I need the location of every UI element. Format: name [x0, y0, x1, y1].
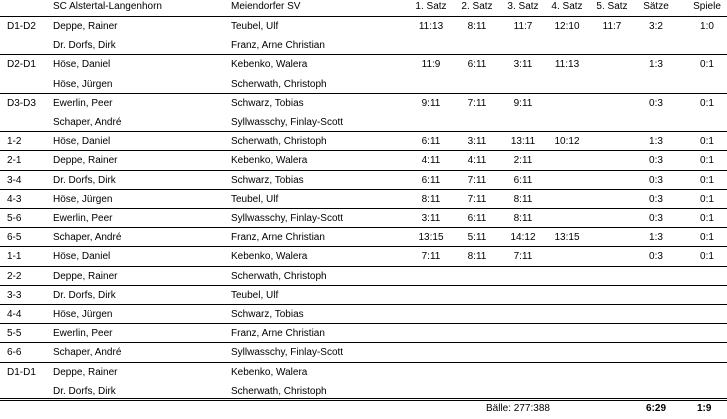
set-5-score: [589, 55, 635, 74]
table-row: [0, 247, 727, 266]
set-1-score: [408, 343, 454, 362]
table-row: [0, 209, 727, 228]
set-5-score: [589, 171, 635, 190]
match-code: D2-D1: [7, 59, 36, 71]
home-player: Höse, Jürgen: [53, 309, 113, 320]
guest-player: Teubel, Ulf: [231, 193, 279, 205]
home-player: Höse, Daniel: [53, 136, 111, 148]
table-row: [0, 171, 727, 190]
match-code: D1-D2: [7, 21, 36, 32]
set-4-score: [544, 305, 590, 324]
saetze-result: [634, 305, 678, 324]
table-bottom-divider: [0, 398, 727, 399]
match-code: 2-1: [7, 155, 22, 167]
set-4-score: [544, 324, 590, 343]
set-3-score: [500, 343, 546, 362]
set-4-header: 4. Satz: [551, 1, 583, 12]
row-divider: [0, 400, 727, 401]
spiele-result: 0:1: [700, 155, 714, 167]
spiele-result: 0:1: [700, 59, 714, 71]
baelle-total: Bälle: 277:388: [486, 403, 550, 414]
guest-player: Kebenko, Walera: [231, 366, 308, 378]
saetze-result: [634, 363, 678, 382]
spiele-result: 0:1: [700, 213, 714, 224]
set-4-score: [544, 267, 590, 286]
match-code: 1-1: [7, 251, 22, 263]
header-divider: [0, 16, 727, 17]
set-1-score: 9:11: [421, 97, 441, 109]
set-5-score: [589, 324, 635, 343]
home-team-header: SC Alstertal-Langenhorn: [53, 1, 162, 12]
match-code: 6-5: [7, 232, 22, 244]
saetze-result: 0:3: [649, 155, 663, 167]
saetze-result: [634, 324, 678, 343]
table-row: [0, 55, 727, 74]
saetze-header: Sätze: [643, 1, 669, 12]
set-2-score: 6:11: [467, 213, 487, 224]
spiele-total: 1:9: [697, 403, 712, 414]
set-3-score: [500, 267, 546, 286]
set-5-score: [589, 190, 635, 209]
set-1-score: 3:11: [421, 213, 441, 224]
set-4-score: [544, 151, 590, 170]
home-player: Schaper, André: [53, 117, 122, 128]
spiele-result: 0:1: [700, 174, 714, 186]
guest-player: Scherwath, Christoph: [231, 385, 327, 397]
spiele-result: [687, 363, 727, 382]
saetze-result: 1:3: [649, 59, 663, 71]
home-player: Deppe, Rainer: [53, 155, 118, 167]
saetze-total: 6:29: [646, 403, 667, 414]
table-row: [0, 343, 727, 362]
set-3-score: 14:12: [510, 232, 536, 244]
guest-player: Teubel, Ulf: [231, 289, 279, 301]
saetze-result: [634, 286, 678, 305]
guest-player: Syllwasschy, Finlay-Scott: [231, 347, 344, 359]
spiele-result: 0:1: [700, 232, 714, 244]
match-code: 5-6: [7, 213, 22, 224]
spiele-result: [687, 305, 727, 324]
match-code: 3-4: [7, 174, 22, 186]
set-2-score: [454, 363, 500, 382]
set-2-score: 5:11: [467, 232, 487, 244]
set-3-score: [500, 286, 546, 305]
spiele-result: [687, 267, 727, 286]
match-code: 4-3: [7, 193, 22, 205]
set-5-score: [589, 209, 635, 228]
set-3-score: [500, 363, 546, 382]
set-4-score: 12:10: [554, 21, 580, 32]
saetze-result: 0:3: [649, 174, 663, 186]
saetze-result: 1:3: [649, 136, 663, 148]
set-3-score: [500, 305, 546, 324]
match-code: 3-3: [7, 289, 22, 301]
guest-player: Schwarz, Tobias: [231, 174, 304, 186]
set-5-score: [589, 363, 635, 382]
table-row: [0, 305, 727, 324]
set-2-score: [454, 343, 500, 362]
guest-player: Scherwath, Christoph: [231, 78, 327, 90]
set-1-score: 6:11: [421, 174, 441, 186]
table-row: [0, 151, 727, 170]
set-5-score: [589, 132, 635, 151]
set-1-score: 7:11: [421, 251, 441, 263]
set-4-score: [544, 286, 590, 305]
guest-player: Scherwath, Christoph: [231, 136, 327, 148]
guest-player: Schwarz, Tobias: [231, 97, 304, 109]
set-3-score: 7:11: [513, 251, 533, 263]
home-player: Ewerlin, Peer: [53, 328, 113, 340]
guest-player: Syllwasschy, Finlay-Scott: [231, 213, 344, 224]
set-5-score: [589, 228, 635, 247]
table-row: [0, 113, 727, 132]
table-row: [0, 17, 727, 36]
table-row: [0, 94, 727, 113]
table-row: [0, 324, 727, 343]
home-player: Dr. Dorfs, Dirk: [53, 174, 116, 186]
guest-player: Scherwath, Christoph: [231, 270, 327, 282]
home-player: Deppe, Rainer: [53, 21, 118, 32]
match-code: 6-6: [7, 347, 22, 359]
set-2-score: 7:11: [467, 174, 487, 186]
set-5-score: [589, 286, 635, 305]
set-4-score: [544, 363, 590, 382]
guest-player: Franz, Arne Christian: [231, 328, 325, 340]
set-5-score: [589, 247, 635, 266]
match-code: D3-D3: [7, 97, 36, 109]
home-player: Ewerlin, Peer: [53, 97, 113, 109]
set-5-header: 5. Satz: [596, 1, 628, 12]
set-1-score: [408, 363, 454, 382]
set-1-score: 11:9: [421, 59, 441, 71]
table-header: [0, 0, 727, 16]
set-2-score: [454, 324, 500, 343]
saetze-result: 3:2: [649, 21, 663, 32]
saetze-result: 1:3: [649, 232, 663, 244]
spiele-result: [687, 324, 727, 343]
home-player: Ewerlin, Peer: [53, 213, 113, 224]
set-2-score: 7:11: [467, 193, 487, 205]
match-code: 1-2: [7, 136, 22, 148]
set-2-score: 3:11: [467, 136, 487, 148]
home-player: Dr. Dorfs, Dirk: [53, 289, 116, 301]
saetze-result: 0:3: [649, 251, 663, 263]
set-1-score: [408, 286, 454, 305]
guest-team-header: Meiendorfer SV: [231, 1, 301, 12]
set-1-header: 1. Satz: [415, 1, 447, 12]
set-2-header: 2. Satz: [461, 1, 493, 12]
table-row: [0, 228, 727, 247]
match-code: D1-D1: [7, 366, 36, 378]
set-2-score: 6:11: [467, 59, 487, 71]
set-2-score: 8:11: [467, 21, 487, 32]
spiele-result: [687, 343, 727, 362]
set-4-score: [544, 94, 590, 113]
set-5-score: [589, 343, 635, 362]
set-1-score: 6:11: [421, 136, 441, 148]
table-row: [0, 36, 727, 55]
home-player: Höse, Daniel: [53, 251, 111, 263]
saetze-result: [634, 343, 678, 362]
set-2-score: 4:11: [467, 155, 487, 167]
home-player: Schaper, André: [53, 347, 122, 359]
set-1-score: 8:11: [421, 193, 441, 205]
set-5-score: [589, 151, 635, 170]
set-4-score: [544, 190, 590, 209]
set-4-score: [544, 171, 590, 190]
set-4-score: [544, 247, 590, 266]
spiele-result: [687, 286, 727, 305]
spiele-result: 0:1: [700, 136, 714, 148]
home-player: Schaper, André: [53, 232, 122, 244]
table-row: [0, 190, 727, 209]
table-row: [0, 286, 727, 305]
saetze-result: [634, 267, 678, 286]
home-player: Dr. Dorfs, Dirk: [53, 40, 116, 52]
set-4-score: [544, 343, 590, 362]
set-4-score: 13:15: [554, 232, 580, 244]
set-2-score: [454, 267, 500, 286]
match-code: 2-2: [7, 270, 22, 282]
home-player: Deppe, Rainer: [53, 366, 118, 378]
set-4-score: 10:12: [554, 136, 580, 148]
set-1-score: 13:15: [418, 232, 444, 244]
saetze-result: 0:3: [649, 193, 663, 205]
spiele-header: Spiele: [693, 1, 721, 12]
home-player: Deppe, Rainer: [53, 270, 118, 282]
set-5-score: [589, 267, 635, 286]
guest-player: Schwarz, Tobias: [231, 309, 304, 320]
set-4-score: [544, 209, 590, 228]
spiele-result: 0:1: [700, 97, 714, 109]
set-5-score: 11:7: [602, 21, 622, 32]
guest-player: Kebenko, Walera: [231, 155, 308, 167]
guest-player: Franz, Arne Christian: [231, 40, 325, 52]
match-code: 4-4: [7, 309, 22, 320]
set-5-score: [589, 94, 635, 113]
match-code: 5-5: [7, 328, 22, 340]
set-3-score: [500, 324, 546, 343]
set-1-score: [408, 324, 454, 343]
set-5-score: [589, 305, 635, 324]
set-2-score: [454, 286, 500, 305]
table-row: [0, 75, 727, 94]
saetze-result: 0:3: [649, 213, 663, 224]
table-row: [0, 267, 727, 286]
set-2-score: [454, 305, 500, 324]
guest-player: Teubel, Ulf: [231, 21, 279, 32]
spiele-result: 1:0: [700, 21, 714, 32]
home-player: Dr. Dorfs, Dirk: [53, 385, 116, 397]
set-3-score: 13:11: [510, 136, 536, 148]
set-3-score: 9:11: [513, 97, 533, 109]
guest-player: Syllwasschy, Finlay-Scott: [231, 117, 344, 128]
set-3-score: 11:7: [513, 21, 533, 32]
set-2-score: 8:11: [467, 251, 487, 263]
saetze-result: 0:3: [649, 97, 663, 109]
set-3-score: 8:11: [513, 193, 533, 205]
table-row: [0, 132, 727, 151]
guest-player: Kebenko, Walera: [231, 59, 308, 71]
set-3-score: 2:11: [513, 155, 533, 167]
spiele-result: 0:1: [700, 251, 714, 263]
set-3-score: 6:11: [513, 174, 533, 186]
home-player: Höse, Daniel: [53, 59, 111, 71]
guest-player: Kebenko, Walera: [231, 251, 308, 263]
set-1-score: 11:13: [418, 21, 444, 32]
spiele-result: 0:1: [700, 193, 714, 205]
set-3-score: 3:11: [513, 59, 533, 71]
set-3-score: 8:11: [513, 213, 533, 224]
set-1-score: [408, 305, 454, 324]
set-1-score: 4:11: [421, 155, 441, 167]
set-1-score: [408, 267, 454, 286]
guest-player: Franz, Arne Christian: [231, 232, 325, 244]
set-3-header: 3. Satz: [507, 1, 539, 12]
home-player: Höse, Jürgen: [53, 78, 113, 90]
home-player: Höse, Jürgen: [53, 193, 113, 205]
set-4-score: 11:13: [554, 59, 580, 71]
set-2-score: 7:11: [467, 97, 487, 109]
table-row: [0, 363, 727, 382]
